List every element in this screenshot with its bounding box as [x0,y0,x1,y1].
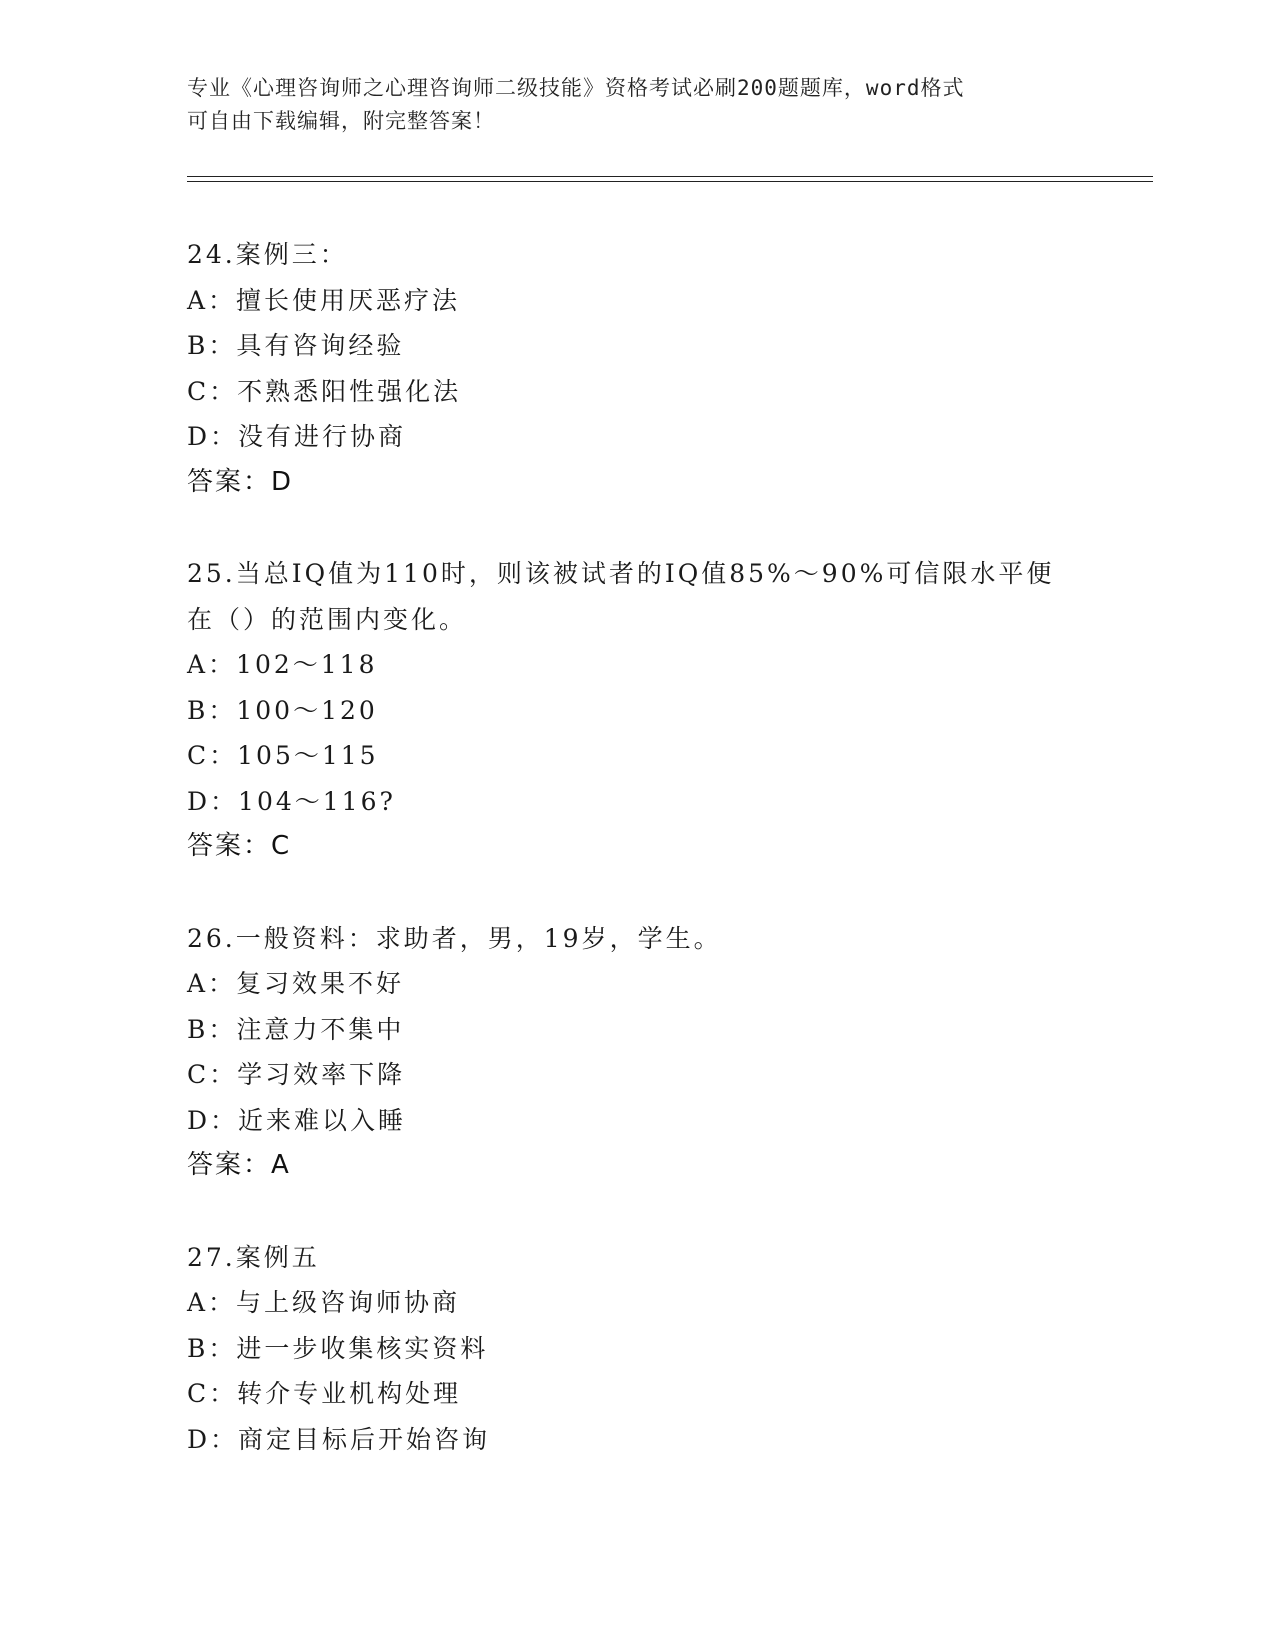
option-a: A：102～118 [187,650,378,679]
question-stem: 27.案例五 [187,1242,320,1272]
question-stem: 25.当总IQ值为110时，则该被试者的IQ值85%～90%可信限水平便 [187,559,1055,588]
option-b: B：注意力不集中 [187,1014,405,1044]
answer-label: 答案：C [187,831,292,861]
option-d: D：没有进行协商 [187,422,407,451]
option-c: C：不熟悉阳性强化法 [187,376,462,406]
header-line-2: 可自由下载编辑，附完整答案！ [187,109,495,133]
answer-label: 答案：D [187,466,294,497]
option-b: B：进一步收集核实资料 [187,1333,489,1363]
question-list [187,232,1107,1508]
option-d: D：近来难以入睡 [187,1105,407,1135]
option-b: B：具有咨询经验 [187,331,405,360]
document-header [187,72,1087,138]
option-c: C：转介专业机构处理 [187,1379,462,1408]
option-d: D：104～116? [187,786,396,816]
question-25 [187,551,1107,870]
option-d: D：商定目标后开始咨询 [187,1424,491,1454]
answer-label: 答案：A [187,1150,291,1180]
question-27 [187,1235,1107,1463]
option-a: A：擅长使用厌恶疗法 [187,285,461,315]
question-26 [187,916,1107,1189]
question-24 [187,232,1107,505]
option-a: A：复习效果不好 [187,969,405,998]
question-stem: 26.一般资料：求助者，男，19岁，学生。 [187,923,722,953]
header-divider-top [187,176,1153,177]
option-c: C：105～115 [187,741,379,770]
question-stem: 24.案例三： [187,240,348,269]
option-b: B：100～120 [187,695,378,725]
header-divider-bottom [187,181,1153,182]
option-c: C：学习效率下降 [187,1060,406,1089]
option-a: A：与上级咨询师协商 [187,1288,461,1317]
header-line-1: 专业《心理咨询师之心理咨询师二级技能》资格考试必刷200题题库，word格式 [187,76,965,100]
question-stem-continued: 在（）的范围内变化。 [187,604,468,634]
